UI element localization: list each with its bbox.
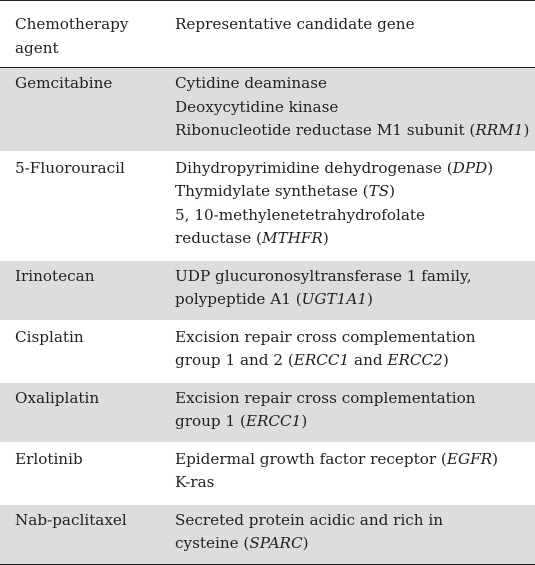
header-agent-line-2: agent xyxy=(15,38,59,57)
gene-text: 5, 10-methylenetetrahydrofolate xyxy=(175,205,426,224)
header-agent xyxy=(0,1,161,68)
gene-line xyxy=(175,227,535,251)
table-row xyxy=(0,152,535,260)
gene-text: Epidermal growth factor receptor ( xyxy=(175,449,447,468)
gene-cell xyxy=(161,504,535,565)
gene-line xyxy=(175,509,535,533)
gene-text: polypeptide A1 ( xyxy=(175,290,302,308)
gene-line xyxy=(175,410,535,434)
table-row xyxy=(0,504,535,565)
gene-text: Deoxycytidine kinase xyxy=(175,97,339,116)
gene-text: ) xyxy=(302,534,309,552)
gene-text: reductase ( xyxy=(175,229,262,247)
gene-text: Excision repair cross complementation xyxy=(175,388,476,407)
gene-line xyxy=(175,265,535,289)
agent-cell: Gemcitabine xyxy=(15,74,113,92)
gene-line xyxy=(175,471,535,495)
gene-text: ) xyxy=(487,158,494,177)
header-row xyxy=(0,1,535,68)
gene-line xyxy=(175,288,535,312)
gene-text: and xyxy=(349,351,388,369)
gene-line xyxy=(175,180,535,204)
gene-text: Cytidine deaminase xyxy=(175,74,327,92)
gene-symbol: ERCC1 xyxy=(245,412,302,430)
gene-line xyxy=(175,349,535,373)
gene-symbol: EGFR xyxy=(446,449,493,468)
gene-symbol: SPARC xyxy=(249,534,303,552)
gene-line xyxy=(175,119,535,143)
gene-text: group 1 and 2 ( xyxy=(175,351,294,369)
gene-text: Secreted protein acidic and rich in xyxy=(175,510,444,529)
gene-text: Thymidylate synthetase ( xyxy=(175,182,369,200)
gene-symbol: RRM1 xyxy=(475,121,524,139)
agent-cell: Oxaliplatin xyxy=(15,388,100,407)
gene-cell xyxy=(161,382,535,443)
gene-text: ) xyxy=(389,182,396,200)
gene-text: ) xyxy=(301,412,308,430)
agent-cell: Erlotinib xyxy=(15,449,83,468)
gene-line xyxy=(175,532,535,556)
header-gene: Representative candidate gene xyxy=(175,15,415,33)
gene-line xyxy=(175,96,535,120)
gene-text: cysteine ( xyxy=(175,534,250,552)
agent-cell: Irinotecan xyxy=(15,266,95,285)
gene-symbol: MTHFR xyxy=(261,229,323,247)
gene-line xyxy=(175,387,535,411)
gene-text: Excision repair cross complementation xyxy=(175,327,476,346)
gene-text: ) xyxy=(322,229,329,247)
table-row xyxy=(0,68,535,152)
gene-text: UDP glucuronosyltransferase 1 family, xyxy=(175,266,472,285)
gene-text: ) xyxy=(523,121,530,139)
gene-text: group 1 ( xyxy=(175,412,246,430)
gene-cell xyxy=(161,152,535,260)
gene-symbol: ERCC2 xyxy=(387,351,443,369)
gene-line xyxy=(175,157,535,181)
header-agent-line-1: Chemotherapy xyxy=(15,15,129,33)
agent-cell: 5-Fluorouracil xyxy=(15,158,125,177)
gene-text: K-ras xyxy=(175,473,215,491)
gene-line xyxy=(175,326,535,350)
gene-text: ) xyxy=(366,290,373,308)
agent-cell: Cisplatin xyxy=(15,327,84,346)
table-row xyxy=(0,443,535,504)
gene-text: Ribonucleotide reductase M1 subunit ( xyxy=(175,121,476,139)
gene-cell xyxy=(161,260,535,321)
gene-line xyxy=(175,72,535,96)
gene-text: ) xyxy=(492,449,498,468)
gene-text: ) xyxy=(442,351,449,369)
gene-symbol: UGT1A1 xyxy=(301,290,367,308)
gene-symbol: ERCC1 xyxy=(293,351,350,369)
agent-cell: Nab-paclitaxel xyxy=(15,510,127,529)
gene-symbol: DPD xyxy=(452,158,488,177)
gene-cell xyxy=(161,321,535,382)
gene-line xyxy=(175,204,535,228)
table-row xyxy=(0,260,535,321)
table-body xyxy=(0,68,535,565)
gene-cell xyxy=(161,68,535,152)
gene-text: Dihydropyrimidine dehydrogenase ( xyxy=(175,158,453,177)
gene-symbol: TS xyxy=(368,182,390,200)
table-row xyxy=(0,382,535,443)
table-row xyxy=(0,321,535,382)
gene-line xyxy=(175,448,535,472)
gene-cell xyxy=(161,443,535,504)
